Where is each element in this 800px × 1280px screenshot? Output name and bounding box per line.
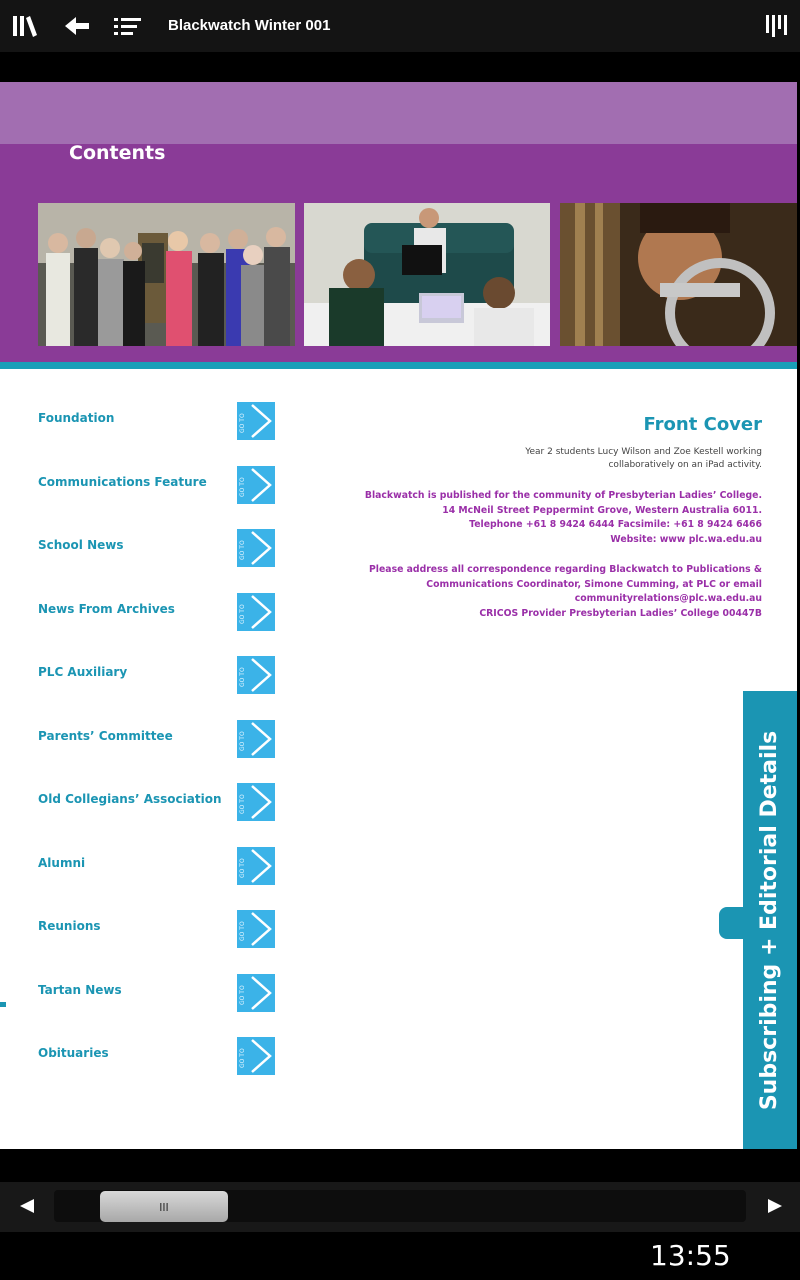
- svg-text:GO TO: GO TO: [239, 667, 246, 687]
- header-divider: [0, 362, 797, 369]
- go-to-arrow-icon[interactable]: [236, 909, 276, 949]
- go-to-arrow-icon[interactable]: [236, 528, 276, 568]
- go-to-arrow-icon[interactable]: [236, 655, 276, 695]
- photo-students-laptop: [304, 203, 550, 346]
- go-to-arrow-icon[interactable]: [236, 592, 276, 632]
- toc-label: Old Collegians’ Association: [38, 792, 222, 806]
- svg-text:GO TO: GO TO: [239, 921, 246, 941]
- svg-text:GO TO: GO TO: [239, 604, 246, 624]
- toc-label: Communications Feature: [38, 475, 207, 489]
- toc-item-parents-committee[interactable]: [38, 719, 278, 759]
- header-band-light: [0, 82, 797, 144]
- svg-text:GO TO: GO TO: [239, 858, 246, 878]
- page-marker: [0, 1002, 6, 1007]
- toc-item-plc-auxiliary[interactable]: [38, 655, 278, 695]
- app-toolbar: [0, 0, 800, 52]
- toc-item-communications-feature[interactable]: [38, 465, 278, 505]
- scroll-left-arrow-icon[interactable]: [18, 1196, 38, 1216]
- toc-item-reunions[interactable]: [38, 909, 278, 949]
- svg-text:GO TO: GO TO: [239, 1048, 246, 1068]
- toc-label: Tartan News: [38, 983, 122, 997]
- toc-item-obituaries[interactable]: [38, 1036, 278, 1076]
- toc-label: School News: [38, 538, 124, 552]
- svg-text:GO TO: GO TO: [239, 413, 246, 433]
- toc-label: Foundation: [38, 411, 115, 425]
- toc-label: Obituaries: [38, 1046, 109, 1060]
- status-clock: 13:55: [650, 1239, 731, 1272]
- go-to-arrow-icon[interactable]: [236, 782, 276, 822]
- photo-musician-tuba: [560, 203, 797, 346]
- subscribing-editorial-tab-label-wrap: [743, 691, 797, 1149]
- contents-heading: Contents: [69, 142, 166, 164]
- go-to-arrow-icon[interactable]: [236, 719, 276, 759]
- magazine-page[interactable]: [0, 82, 797, 1149]
- back-arrow-icon[interactable]: [60, 0, 94, 52]
- toc-label: Parents’ Committee: [38, 729, 173, 743]
- toc-item-foundation[interactable]: [38, 401, 278, 441]
- svg-text:GO TO: GO TO: [239, 731, 246, 751]
- front-cover-caption: Year 2 students Lucy Wilson and Zoe Kestell working collaboratively on an iPad activity.: [525, 447, 762, 470]
- toc-label: Reunions: [38, 919, 101, 933]
- photo-group-event: [38, 203, 295, 346]
- svg-text:GO TO: GO TO: [239, 540, 246, 560]
- document-title: Blackwatch Winter 001: [168, 17, 331, 34]
- toc-label: Alumni: [38, 856, 86, 870]
- scroll-right-arrow-icon[interactable]: [764, 1196, 784, 1216]
- svg-text:GO TO: GO TO: [239, 985, 246, 1005]
- svg-text:GO TO: GO TO: [239, 794, 246, 814]
- viewer-background: [0, 52, 800, 82]
- toc-list-icon[interactable]: [110, 0, 146, 52]
- front-cover-heading: Front Cover: [643, 414, 762, 435]
- publisher-details: Blackwatch is published for the community of Presbyterian Ladies’ College. 14 McNeil Street Peppermint Grove, Western Australia 6011. Telephone +61 8 9424 6444 Facsimile: +61 8 9424 6466 Website: www plc.wa.edu.au: [364, 490, 762, 545]
- toc-item-old-collegians-association[interactable]: [38, 782, 278, 822]
- email-link[interactable]: communityrelations@plc.wa.edu.au: [574, 593, 762, 604]
- go-to-arrow-icon[interactable]: [236, 401, 276, 441]
- toc-item-alumni[interactable]: [38, 846, 278, 886]
- go-to-arrow-icon[interactable]: [236, 846, 276, 886]
- toc-item-tartan-news[interactable]: [38, 973, 278, 1013]
- page-thumbnails-icon[interactable]: [760, 0, 792, 52]
- svg-text:GO TO: GO TO: [239, 477, 246, 497]
- go-to-arrow-icon[interactable]: [236, 973, 276, 1013]
- toc-label: News From Archives: [38, 602, 175, 616]
- toc-item-news-from-archives[interactable]: [38, 592, 278, 632]
- subscribing-editorial-tab-label: Subscribing + Editorial Details: [757, 730, 783, 1110]
- library-icon[interactable]: [8, 0, 42, 52]
- toc-item-school-news[interactable]: [38, 528, 278, 568]
- correspondence-details: Please address all correspondence regarding Blackwatch to Publications & Communications Coordinator, Simone Cumming, at PLC or email communityrelations@plc.wa.edu.au CRICOS Provider Presbyterian Ladies’ College 00447B: [342, 563, 762, 621]
- viewer-background-bottom: [0, 1149, 800, 1182]
- go-to-arrow-icon[interactable]: [236, 1036, 276, 1076]
- toc-label: PLC Auxiliary: [38, 665, 128, 679]
- go-to-arrow-icon[interactable]: [236, 465, 276, 505]
- scroll-thumb[interactable]: [100, 1191, 228, 1222]
- grip-icon: [159, 1202, 169, 1212]
